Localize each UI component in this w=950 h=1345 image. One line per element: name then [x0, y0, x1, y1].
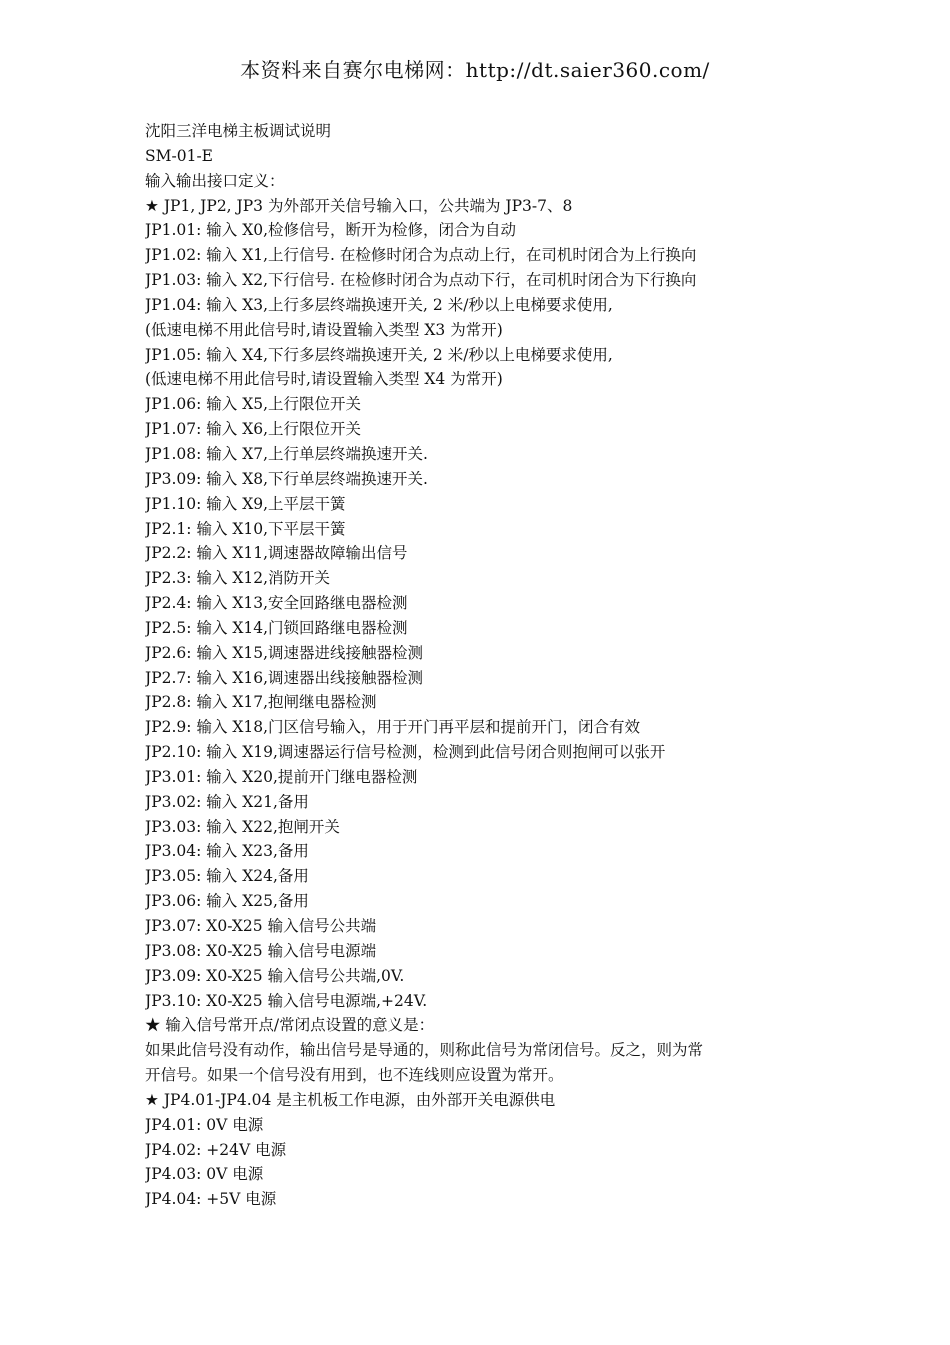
text-line: JP3.01: 输入 X20,提前开门继电器检测	[145, 767, 418, 786]
text-line: JP2.5: 输入 X14,门锁回路继电器检测	[145, 618, 408, 637]
bullet-line: ★ 输入信号常开点/常闭点设置的意义是：	[145, 1016, 435, 1035]
text-line: JP4.03: 0V 电源	[145, 1165, 264, 1184]
text-line: JP3.02: 输入 X21,备用	[145, 792, 309, 811]
text-line: JP3.10: X0-X25 输入信号电源端,+24V.	[145, 991, 428, 1010]
text-line: JP2.9: 输入 X18,门区信号输入，用于开门再平层和提前开门，闭合有效	[145, 718, 641, 737]
text-line: JP2.3: 输入 X12,消防开关	[145, 569, 331, 588]
text-line: JP1.10: 输入 X9,上平层干簧	[145, 494, 346, 513]
text-line: JP2.1: 输入 X10,下平层干簧	[145, 519, 346, 538]
bullet-line: ★ JP4.01-JP4.04 是主机板工作电源，由外部开关电源供电	[145, 1090, 556, 1109]
text-line: 如果此信号没有动作，输出信号是导通的，则称此信号为常闭信号。反之，则为常	[145, 1041, 704, 1060]
document-body	[145, 119, 905, 1212]
text-line: 开信号。如果一个信号没有用到，也不连线则应设置为常开。	[145, 1066, 564, 1085]
text-line: (低速电梯不用此信号时,请设置输入类型 X4 为常开)	[145, 370, 503, 389]
text-line: JP3.06: 输入 X25,备用	[145, 892, 309, 911]
text-line: (低速电梯不用此信号时,请设置输入类型 X3 为常开)	[145, 320, 503, 339]
page-header-source: 本资料来自赛尔电梯网：http://dt.saier360.com/	[240, 58, 710, 82]
text-line: JP1.04: 输入 X3,上行多层终端换速开关, 2 米/秒以上电梯要求使用,	[145, 295, 613, 314]
text-line: JP3.09: 输入 X8,下行单层终端换速开关.	[145, 469, 428, 488]
text-line: JP1.02: 输入 X1,上行信号. 在检修时闭合为点动上行，在司机时闭合为上行换向	[145, 246, 697, 265]
section-heading: 输入输出接口定义：	[145, 171, 285, 190]
text-line: JP3.07: X0-X25 输入信号公共端	[145, 917, 377, 935]
text-line: JP1.06: 输入 X5,上行限位开关	[145, 395, 362, 414]
text-line: JP2.8: 输入 X17,抱闸继电器检测	[145, 693, 377, 712]
text-line: JP1.01: 输入 X0,检修信号，断开为检修，闭合为自动	[145, 221, 517, 240]
text-line: JP2.10: 输入 X19,调速器运行信号检测，检测到此信号闭合则抱闸可以张开	[145, 743, 666, 762]
text-line: JP4.02: +24V 电源	[145, 1140, 287, 1159]
text-line: JP1.05: 输入 X4,下行多层终端换速开关, 2 米/秒以上电梯要求使用,	[145, 345, 613, 364]
text-line: JP2.6: 输入 X15,调速器进线接触器检测	[145, 643, 424, 662]
text-line: JP3.09: X0-X25 输入信号公共端,0V.	[145, 966, 405, 985]
doc-model: SM-01-E	[145, 146, 214, 165]
text-line: JP3.08: X0-X25 输入信号电源端	[145, 941, 377, 960]
text-line: JP3.03: 输入 X22,抱闸开关	[145, 817, 340, 836]
text-line: JP4.04: +5V 电源	[145, 1190, 277, 1209]
doc-title: 沈阳三洋电梯主板调试说明	[145, 122, 332, 140]
text-line: JP2.2: 输入 X11,调速器故障输出信号	[145, 544, 408, 563]
bullet-line: ★ JP1, JP2, JP3 为外部开关信号输入口，公共端为 JP3-7、8	[145, 196, 573, 215]
text-line: JP1.08: 输入 X7,上行单层终端换速开关.	[145, 444, 428, 463]
text-line: JP1.03: 输入 X2,下行信号. 在检修时闭合为点动下行，在司机时闭合为下行换向	[145, 271, 697, 290]
text-line: JP4.01: 0V 电源	[145, 1115, 264, 1134]
text-line: JP3.05: 输入 X24,备用	[145, 867, 309, 886]
text-line: JP1.07: 输入 X6,上行限位开关	[145, 420, 362, 439]
text-line: JP2.4: 输入 X13,安全回路继电器检测	[145, 594, 408, 613]
text-line: JP3.04: 输入 X23,备用	[145, 842, 309, 861]
text-line: JP2.7: 输入 X16,调速器出线接触器检测	[145, 668, 424, 687]
